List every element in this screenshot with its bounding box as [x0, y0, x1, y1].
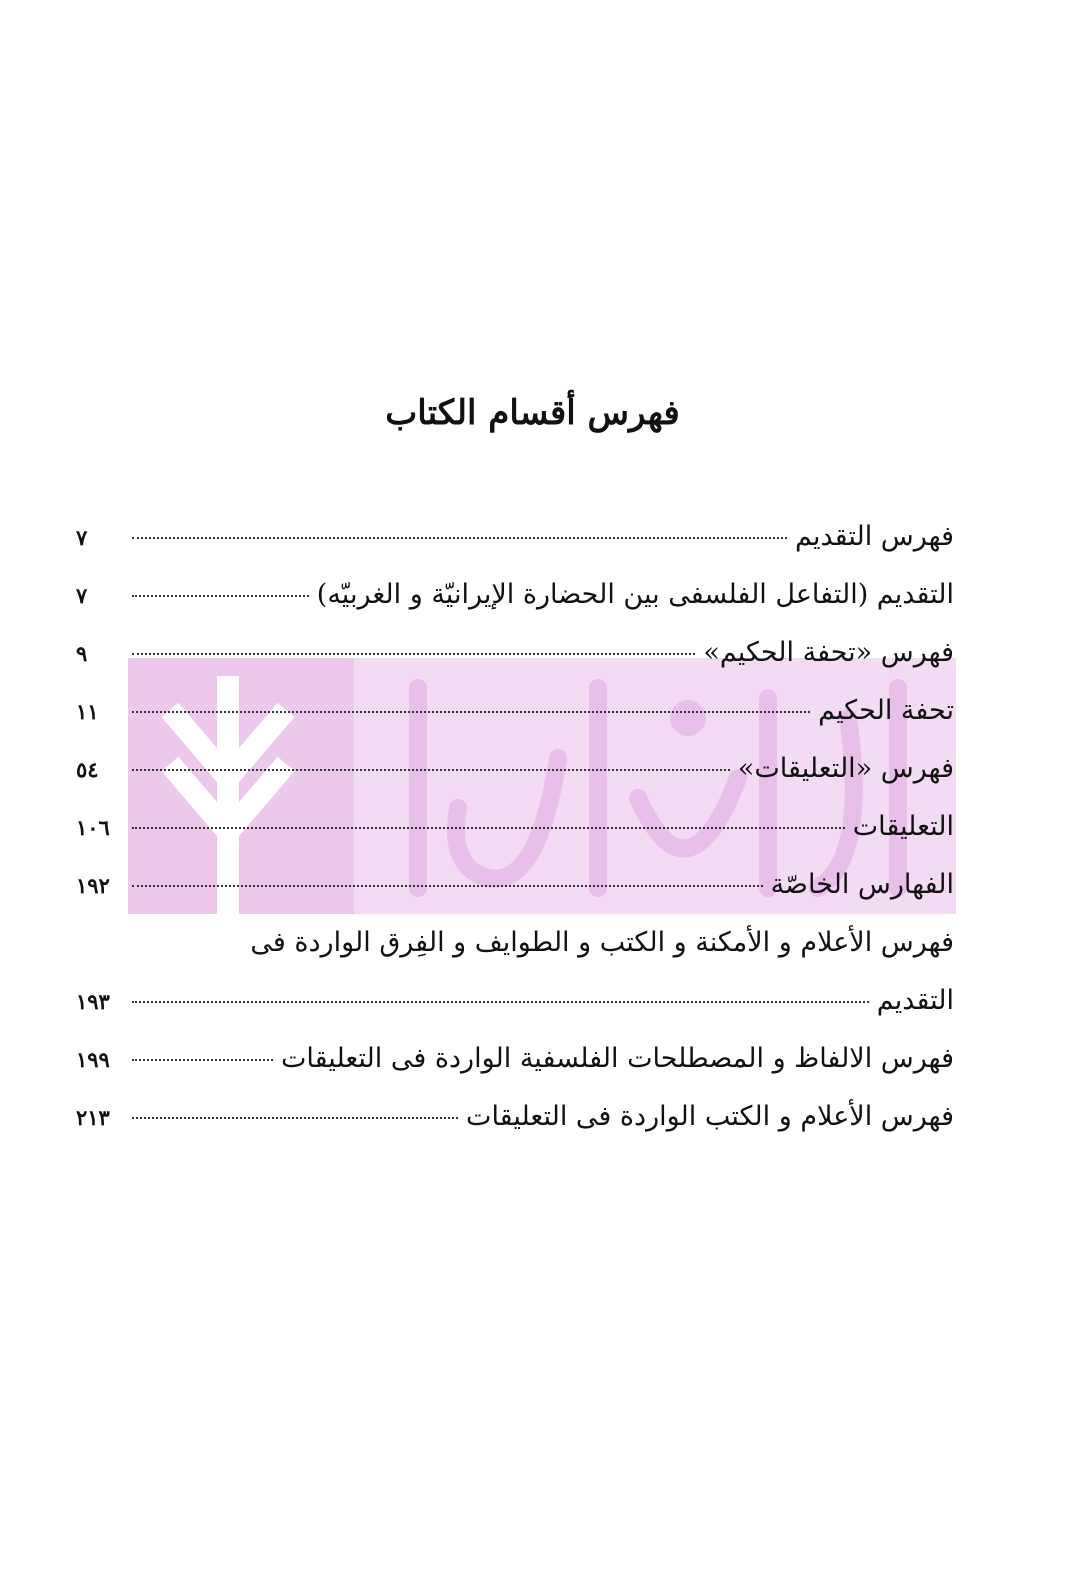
toc-leader-dots — [132, 653, 695, 655]
toc-entry — [76, 1088, 954, 1146]
toc-entry-page: ١١ — [76, 699, 99, 724]
toc-entry-title-line: فهرس الأعلام و الأمكنة و الكتب و الطوايف و الفِرق الواردة فى — [250, 927, 954, 958]
toc-leader-dots — [132, 827, 845, 829]
toc-leader-dots — [132, 711, 810, 713]
toc-leader-dots — [132, 885, 763, 887]
toc-entry — [76, 566, 954, 624]
toc-entry-page: ١٠٦ — [76, 815, 110, 840]
toc-entry-title: تحفة الحكيم — [818, 695, 954, 726]
toc-entry-title: فهرس «التعليقات» — [737, 753, 954, 784]
toc-entry-page: ٧ — [76, 525, 88, 550]
toc-entry — [76, 856, 954, 914]
toc-entry-title: التقديم — [876, 985, 954, 1016]
toc-entry-title: فهرس الالفاظ و المصطلحات الفلسفية الواردة فى التعليقات — [281, 1043, 954, 1074]
toc-entry — [76, 972, 954, 1030]
toc-leader-dots — [132, 1059, 273, 1061]
page-title: فهرس أقسام الكتاب — [385, 393, 680, 433]
toc-entry — [76, 1030, 954, 1088]
toc-leader-dots — [132, 769, 730, 771]
toc-entry-page: ٢١٣ — [76, 1105, 110, 1130]
toc-entry — [76, 682, 954, 740]
toc-entry — [76, 624, 954, 682]
toc-entry — [76, 798, 954, 856]
toc-entry-page: ٧ — [76, 583, 88, 608]
toc-entry-page: ١٩٩ — [76, 1047, 110, 1072]
toc-leader-dots — [132, 595, 309, 597]
toc-entry-page: ٥٤ — [76, 757, 99, 782]
toc-entry-page: ١٩٢ — [76, 873, 110, 898]
toc-leader-dots — [132, 1001, 869, 1003]
toc-entry-title: فهرس التقديم — [795, 521, 954, 552]
toc-entry-page: ٩ — [76, 641, 88, 666]
toc-leader-dots — [132, 537, 787, 539]
toc-entry-title: فهرس «تحفة الحكيم» — [703, 637, 954, 668]
toc-entry-title: التعليقات — [852, 811, 954, 842]
toc-entry — [76, 740, 954, 798]
toc-entry-title: التقديم (التفاعل الفلسفى بين الحضارة الإيرانيّة و الغربيّه) — [316, 579, 954, 610]
toc-entry-title: الفهارس الخاصّة — [770, 869, 954, 900]
toc-entry-title: فهرس الأعلام و الكتب الواردة فى التعليقات — [466, 1101, 954, 1132]
table-of-contents — [76, 508, 954, 1146]
toc-entry — [76, 508, 954, 566]
toc-leader-dots — [132, 1117, 458, 1119]
toc-entry-page: ١٩٣ — [76, 989, 110, 1014]
